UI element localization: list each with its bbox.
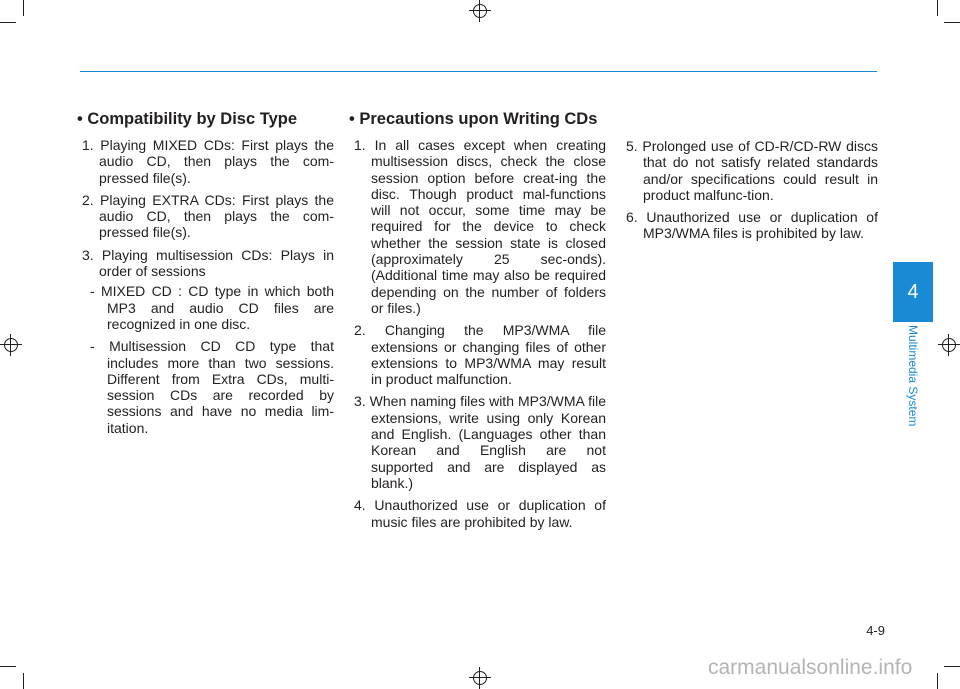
crop-mark	[944, 666, 960, 667]
column-compatibility	[77, 110, 334, 442]
crop-mark	[0, 666, 16, 667]
crop-mark	[944, 22, 960, 23]
list-item: 2. Playing EXTRA CDs: First plays the audio CD, then plays the com-pressed file(s).	[82, 191, 334, 241]
section-heading-compatibility: • Compatibility by Disc Type	[77, 110, 298, 128]
crop-mark	[0, 22, 16, 23]
column-precautions	[349, 110, 606, 536]
registration-mark-bottom	[469, 667, 491, 689]
list-item: 3. Playing multisession CDs: Plays in order of sessions	[82, 246, 334, 280]
crop-mark	[937, 0, 938, 16]
registration-mark-right	[938, 334, 960, 356]
list-item: 5. Prolonged use of CD-R/CD-RW discs that do not satisfy related standards and/or specifications could result in product malfunc-tion.	[626, 138, 878, 203]
section-heading-precautions: • Precautions upon Writing CDs	[349, 110, 598, 128]
crop-mark	[937, 673, 938, 689]
sub-list-item: - MIXED CD : CD type in which both MP3 and audio CD files are recognized in one disc.	[90, 283, 334, 332]
sub-list-item: - Multisession CD CD type that includes more than two sessions. Different from Extra CDs, multi-session CDs are recorded by sessions and have no media lim-itation.	[90, 338, 334, 436]
list-item: 1. In all cases except when creating multisession discs, check the close session option before creat-ing the disc. Though product mal-functions will not occur, some time may be required for the device to check whether the session state is closed (approximately 25 sec-onds). (Additional time may also be required depending on the number of folders or files.)	[354, 137, 606, 316]
page-number: 4-9	[866, 623, 885, 638]
crop-mark	[23, 0, 24, 16]
registration-mark-top	[469, 0, 491, 22]
chapter-title	[900, 325, 926, 445]
crop-mark	[23, 673, 24, 689]
column-precautions-continued	[626, 138, 878, 248]
header-rule	[80, 71, 877, 72]
watermark: carmanualsonline.info	[708, 656, 913, 679]
list-item: 4. Unauthorized use or duplication of music files are prohibited by law.	[354, 497, 606, 530]
chapter-title-text: Multimedia System	[906, 325, 920, 427]
list-item: 2. Changing the MP3/WMA file extensions or changing files of other extensions to MP3/WMA may result in product malfunction.	[354, 322, 606, 388]
list-item: 1. Playing MIXED CDs: First plays the audio CD, then plays the com-pressed file(s).	[82, 137, 334, 186]
list-item: 6. Unauthorized use or duplication of MP3/WMA files is prohibited by law.	[626, 209, 878, 242]
chapter-tab: 4	[893, 262, 933, 322]
list-item: 3. When naming files with MP3/WMA file extensions, write using only Korean and English. (Languages other than Korean and English are not supported and are displayed as blank.)	[354, 393, 606, 491]
registration-mark-left	[0, 334, 22, 356]
